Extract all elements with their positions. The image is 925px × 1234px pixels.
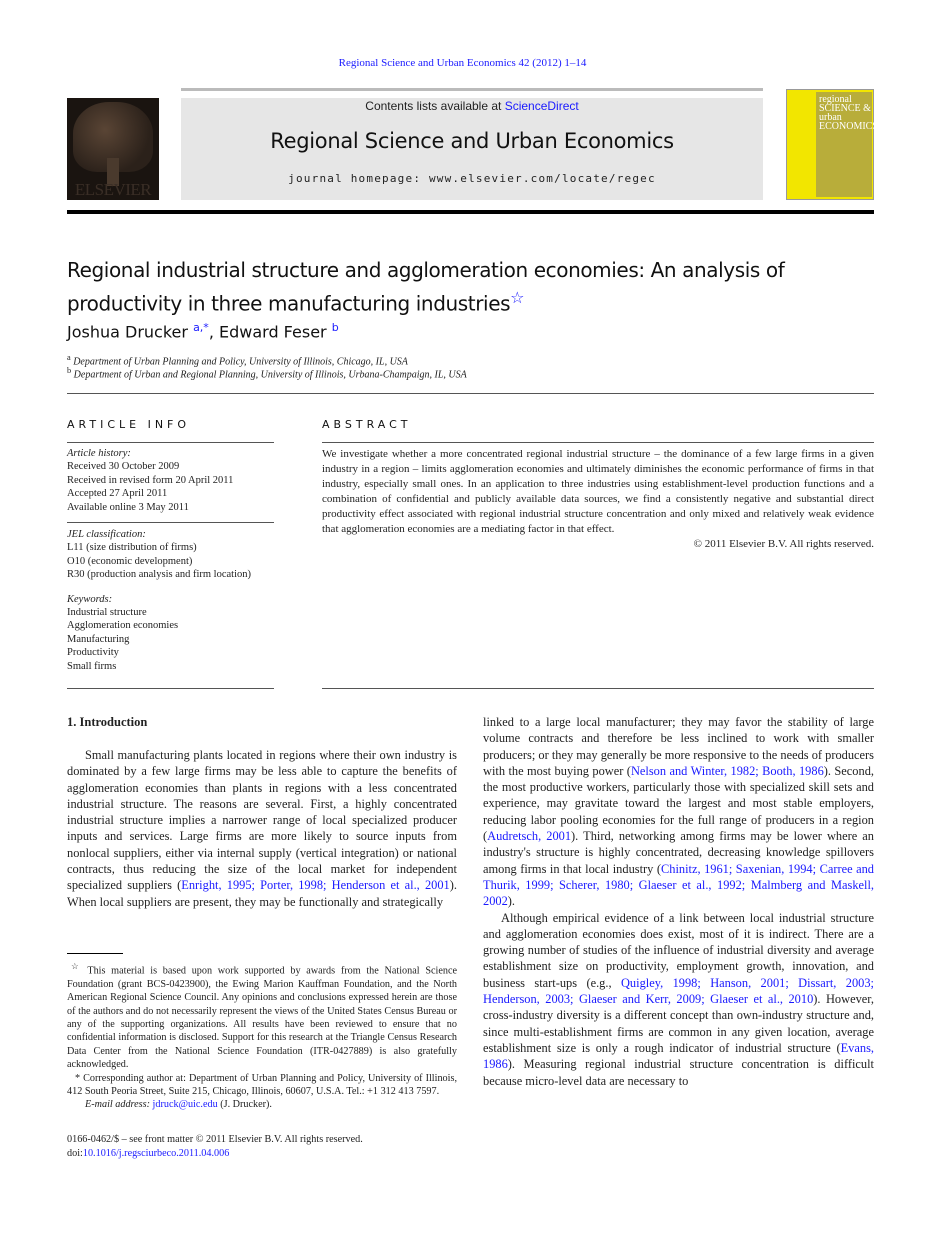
front-matter-text: 0166-0462/$ – see front matter © 2011 Elsevier B.V. All rights reserved. [67, 1134, 363, 1145]
citation-link[interactable]: Evans, 1986 [483, 1040, 874, 1072]
jel-item: R30 (production analysis and firm location) [67, 569, 252, 581]
history-list [67, 460, 274, 514]
citation-text[interactable]: Regional Science and Urban Economics 42 (2012) 1–14 [338, 57, 587, 69]
author-affiliation-link[interactable]: a,* [193, 321, 209, 334]
citation-link[interactable]: Audretsch, 2001 [487, 829, 572, 844]
title-footnote-star-link[interactable]: ☆ [510, 288, 525, 307]
elsevier-logo [67, 98, 159, 200]
email-link[interactable]: jdruck@uic.edu [152, 1099, 218, 1111]
email-label: E-mail address: [85, 1099, 150, 1111]
divider [67, 522, 274, 523]
history-item: Available online 3 May 2011 [67, 501, 189, 513]
funding-footnote [67, 960, 457, 1072]
author-name: Edward Feser [218, 322, 327, 342]
funding-footnote-text: This material is based upon work supported by awards from the National Science Foundation (grant BCS-0423900), the Ewing Marion Kauffman Foundation, and the North American Regional Science Council. Any opinions and conclusions expressed herein are those of the authors and do not necessarily represent the views of the United States Census Bureau or any of the supporting organizations. All results have been reviewed to ensure that no confidential information is disclosed. Support for this research at the Triangle Census Research Data Center from the National Science Foundation (ITR-0427889) is also gratefully acknowledged. [67, 965, 457, 1071]
right-column-body [483, 714, 874, 1089]
corresponding-footnote [67, 1072, 457, 1099]
paragraph [483, 714, 874, 910]
header-bottom-rule [67, 210, 874, 214]
sciencedirect-link[interactable]: ScienceDirect [504, 99, 579, 113]
divider [67, 442, 274, 443]
article-title-text: Regional industrial structure and agglomeration economies: An analysis of productivity in three manufacturing industries [67, 258, 785, 316]
paragraph [67, 747, 457, 910]
paragraph-text: Although empirical evidence of a link between local industrial structure and agglomeration economies does exist, most of it is indirect. There are a growing number of studies of the influence of industrial diversity and average establishment size on productivity, employment growth, innovation, and business start-ups (e.g., [483, 910, 874, 990]
paragraph-text: linked to a large local manufacturer; they may favor the stability of large volume contracts and therefore be less inclined to work with smaller producers; or they may generally be more responsive to the needs of producers with the most buying power ( [483, 715, 874, 778]
abstract-copyright: © 2011 Elsevier B.V. All rights reserved. [693, 538, 874, 550]
contents-line [181, 99, 763, 113]
paragraph-text: ). Measuring regional industrial structure concentration is difficult because micro-level data are necessary to [483, 1057, 874, 1088]
header-rule [181, 88, 763, 91]
doi-link[interactable]: 10.1016/j.regsciurbeco.2011.04.006 [82, 1148, 230, 1159]
contents-prefix: Contents lists available at [365, 99, 505, 113]
journal-citation-link[interactable] [0, 57, 925, 69]
keywords-label: Keywords: [67, 593, 113, 605]
divider [322, 688, 874, 689]
elsevier-wordmark: ELSEVIER [74, 180, 152, 199]
jel-item: O10 (economic development) [67, 555, 193, 567]
jel-item: L11 (size distribution of firms) [67, 542, 197, 554]
keyword: Agglomeration economies [67, 620, 179, 632]
citation-link[interactable]: Enright, 1995; Porter, 1998; Henderson et al., 2001 [181, 878, 450, 893]
paragraph-text: ). Third, networking among firms may be lower where an industry's structure is highly concentrated, decreasing knowledge spillovers among firms in that local industry ( [483, 829, 874, 876]
keyword: Productivity [67, 647, 119, 659]
article-info-heading: ARTICLE INFO [67, 418, 191, 431]
abstract-text: We investigate whether a more concentrated regional industrial structure – the dominance of a few large firms in a given industry in a region – limits agglomeration economies and ultimately diminishes the economic performance of firms in that industry, especially small ones. In an application to three industries using establishment-level production functions and a combination of confidential and publicly available data sources, we find a consistently negative and substantial direct productivity effect associated with regional industrial structure concentration and only mixed and relatively weak evidence that agglomeration economies are a mediating factor in that effect. [322, 448, 874, 535]
affiliation-text: Department of Urban Planning and Policy, University of Illinois, Chicago, IL, USA [73, 356, 408, 368]
history-item: Accepted 27 April 2011 [67, 488, 168, 500]
jel-label: JEL classification: [67, 529, 146, 541]
history-label: Article history: [67, 448, 131, 459]
keyword: Small firms [67, 660, 117, 672]
journal-homepage-link[interactable]: journal homepage: www.elsevier.com/locate/regec [288, 172, 656, 185]
paragraph [483, 910, 874, 1089]
journal-banner [181, 98, 763, 200]
citation-link[interactable]: Chinitz, 1961; Saxenian, 1994; Carree and Thurik, 1999; Scherer, 1980; Glaeser et al., 1992; Malmberg and Maskell, 2002 [483, 861, 874, 909]
doi-prefix: doi: [67, 1148, 83, 1159]
citation-link[interactable]: Quigley, 1998; Hanson, 2001; Dissart, 2003; Henderson, 2003; Glaeser and Kerr, 2009; Glaeser et al., 2010 [483, 975, 875, 1007]
affiliation-mark: a [67, 353, 71, 362]
paragraph-text: ). However, cross-industry diversity is a different concept than own-industry structure and, since multi-establishment firms are common in any given location, average establishment size is only a rough indicator of industrial structure ( [483, 992, 874, 1055]
history-item: Received in revised form 20 April 2011 [67, 474, 234, 486]
affiliation-text: Department of Urban and Regional Planning, University of Illinois, Urbana-Champaign, IL, USA [73, 369, 467, 381]
front-matter [67, 1133, 363, 1161]
footnote-asterisk: * [75, 1072, 81, 1084]
email-suffix: (J. Drucker). [220, 1099, 272, 1111]
jel-list [67, 541, 274, 581]
cover-title: regional SCIENCE & urban ECONOMICS [819, 94, 878, 132]
author-name: Joshua Drucker [67, 322, 188, 342]
author-list: Joshua Drucker $^{a,*}$, Edward Feser $^b$ [67, 321, 339, 342]
citation-link[interactable]: Nelson and Winter, 1982; Booth, 1986 [630, 763, 824, 778]
footnotes [67, 960, 457, 1112]
divider [67, 393, 874, 394]
author-affiliation-link[interactable]: b [331, 321, 339, 334]
divider [322, 442, 874, 443]
paragraph-text: ). [507, 894, 516, 909]
abstract-heading: ABSTRACT [322, 418, 412, 431]
section-heading: 1. Introduction [67, 715, 148, 729]
divider [67, 688, 274, 689]
corresponding-author-text: Corresponding author at: Department of Urban Planning and Policy, University of Illinois, 412 South Peoria Street, Suite 215, Chicago, Illinois, 60607, U.S.A. Tel.: +1 312 413 7597. [67, 1072, 457, 1098]
abstract [322, 447, 874, 552]
keyword: Manufacturing [67, 633, 130, 645]
left-column-body [67, 747, 457, 910]
email-line [67, 1098, 457, 1111]
article-info [67, 447, 274, 673]
history-item: Received 30 October 2009 [67, 461, 180, 473]
doi-line [67, 1147, 363, 1161]
keywords-list [67, 606, 274, 673]
journal-cover-image [786, 89, 878, 200]
article-title [67, 257, 787, 318]
paragraph-text: ). Second, the most productive workers, particularly those with specialized skill sets and experience, may gravitate toward the largest and most stable employers, reducing labor pooling economies for the full range of producers in a region ( [483, 763, 874, 844]
affiliation-mark: b [67, 366, 72, 375]
footnote-star: ☆ [71, 961, 82, 971]
journal-title: Regional Science and Urban Economics [270, 129, 674, 153]
footnote-rule [67, 953, 123, 954]
paragraph-text: ). When local suppliers are present, they may be functionally and strategically [67, 878, 457, 909]
paragraph-text: Small manufacturing plants located in regions where their own industry is dominated by a few large firms may be less able to capture the benefits of agglomeration economies than plants in regions with a less concentrated industrial structure. The reasons are several. First, a highly concentrated industrial structure implies a narrower range of local specialized producer inputs and services. Large firms are more likely to source inputs from nonlocal suppliers, either via internal supply (vertical integration) or national contracts, thus reducing the size of the local market for independent specialized suppliers ( [67, 748, 457, 893]
affiliation [67, 366, 467, 380]
keyword: Industrial structure [67, 607, 147, 619]
